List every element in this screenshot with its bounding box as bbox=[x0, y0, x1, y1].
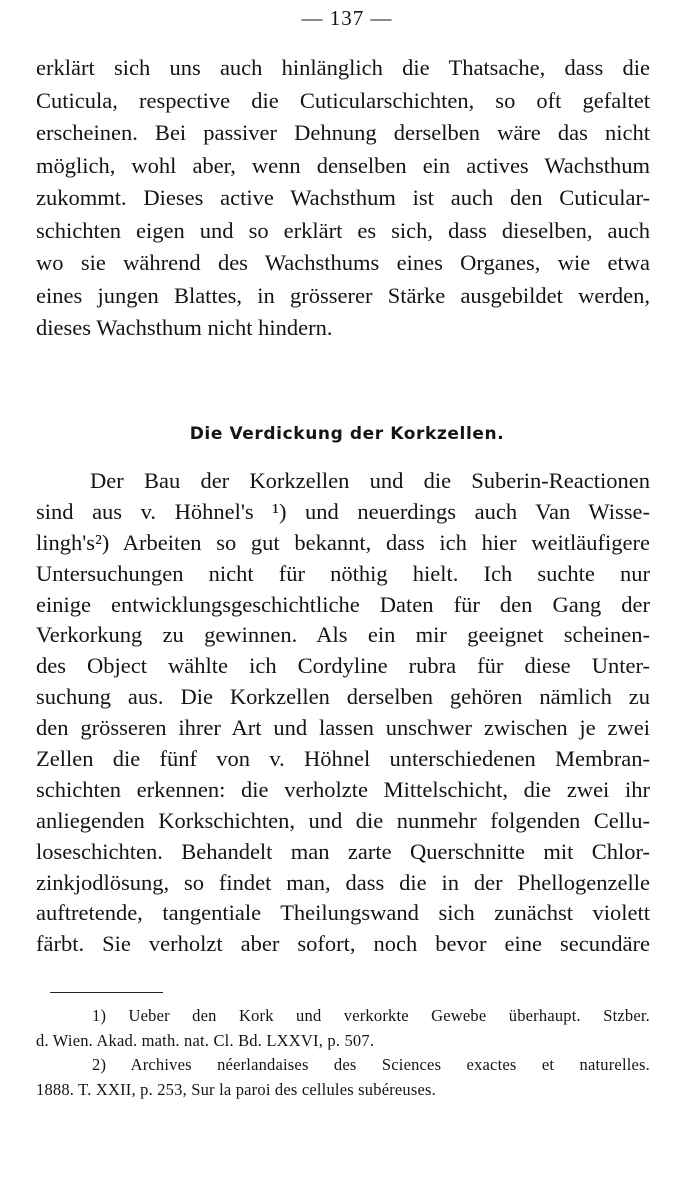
footnote-line: 1888. T. XXII, p. 253, Sur la paroi des cellules subéreuses. bbox=[36, 1079, 436, 1099]
text-line: sind aus v. Höhnel's ¹) und neuerdings auch Van Wisse- bbox=[36, 498, 650, 524]
footnotes bbox=[36, 1004, 650, 1102]
section-heading: Die Verdickung der Korkzellen. bbox=[189, 424, 505, 444]
text-line: auftretende, tangentiale Theilungswand sich zunächst violett bbox=[36, 900, 650, 926]
paragraph-continued bbox=[36, 52, 650, 345]
text-line: wo sie während des Wachsthums eines Organes, wie etwa bbox=[36, 250, 650, 275]
text-line: Cuticula, respective die Cuticularschichten, so oft gefaltet bbox=[36, 87, 650, 113]
text-line: Verkorkung zu gewinnen. Als ein mir geeignet scheinen- bbox=[36, 622, 650, 648]
footnote-line: 1) Ueber den Kork und verkorkte Gewebe überhaupt. Stzber. bbox=[92, 1006, 650, 1025]
footnote-line: d. Wien. Akad. math. nat. Cl. Bd. LXXVI, p. 507. bbox=[36, 1030, 375, 1050]
text-line: färbt. Sie verholzt aber sofort, noch bevor eine secundäre bbox=[36, 931, 650, 957]
text-line: möglich, wohl aber, wenn denselben ein actives Wachsthum bbox=[36, 152, 650, 178]
text-line: zinkjodlösung, so findet man, dass die in der Phellogenzelle bbox=[36, 869, 650, 895]
text-line: loseschichten. Behandelt man zarte Querschnitte mit Chlor- bbox=[36, 838, 650, 864]
text-line: anliegenden Korkschichten, und die nunmehr folgenden Cellu- bbox=[36, 807, 650, 833]
text-line: Zellen die fünf von v. Höhnel unterschiedenen Membran- bbox=[36, 746, 650, 772]
text-line: eines jungen Blattes, in grösserer Stärke ausgebildet werden, bbox=[36, 282, 650, 308]
section-paragraph bbox=[36, 466, 650, 960]
text-line: erscheinen. Bei passiver Dehnung derselben wäre das nicht bbox=[36, 120, 650, 145]
text-line: erklärt sich uns auch hinlänglich die Thatsache, dass die bbox=[36, 55, 650, 80]
text-line: dieses Wachsthum nicht hindern. bbox=[36, 315, 333, 340]
text-line: des Object wählte ich Cordyline rubra für diese Unter- bbox=[36, 653, 650, 679]
text-line: lingh's²) Arbeiten so gut bekannt, dass ich hier weitläufigere bbox=[36, 529, 650, 555]
text-line: zukommt. Dieses active Wachsthum ist auch den Cuticular- bbox=[36, 185, 650, 210]
text-line: Der Bau der Korkzellen und die Suberin-Reactionen bbox=[90, 468, 650, 493]
text-line: suchung aus. Die Korkzellen derselben gehören nämlich zu bbox=[36, 684, 650, 710]
text-line: einige entwicklungsgeschichtliche Daten für den Gang der bbox=[36, 591, 650, 617]
text-line: den grösseren ihrer Art und lassen unschwer zwischen je zwei bbox=[36, 715, 650, 741]
page-number: — 137 — bbox=[301, 6, 393, 30]
footnote-divider bbox=[50, 992, 163, 993]
footnote-line: 2) Archives néerlandaises des Sciences exactes et naturelles. bbox=[92, 1055, 650, 1074]
text-line: Untersuchungen nicht für nöthig hielt. Ich suchte nur bbox=[36, 560, 650, 586]
text-line: schichten erkennen: die verholzte Mittelschicht, die zwei ihr bbox=[36, 776, 650, 802]
text-line: schichten eigen und so erklärt es sich, dass dieselben, auch bbox=[36, 217, 650, 243]
